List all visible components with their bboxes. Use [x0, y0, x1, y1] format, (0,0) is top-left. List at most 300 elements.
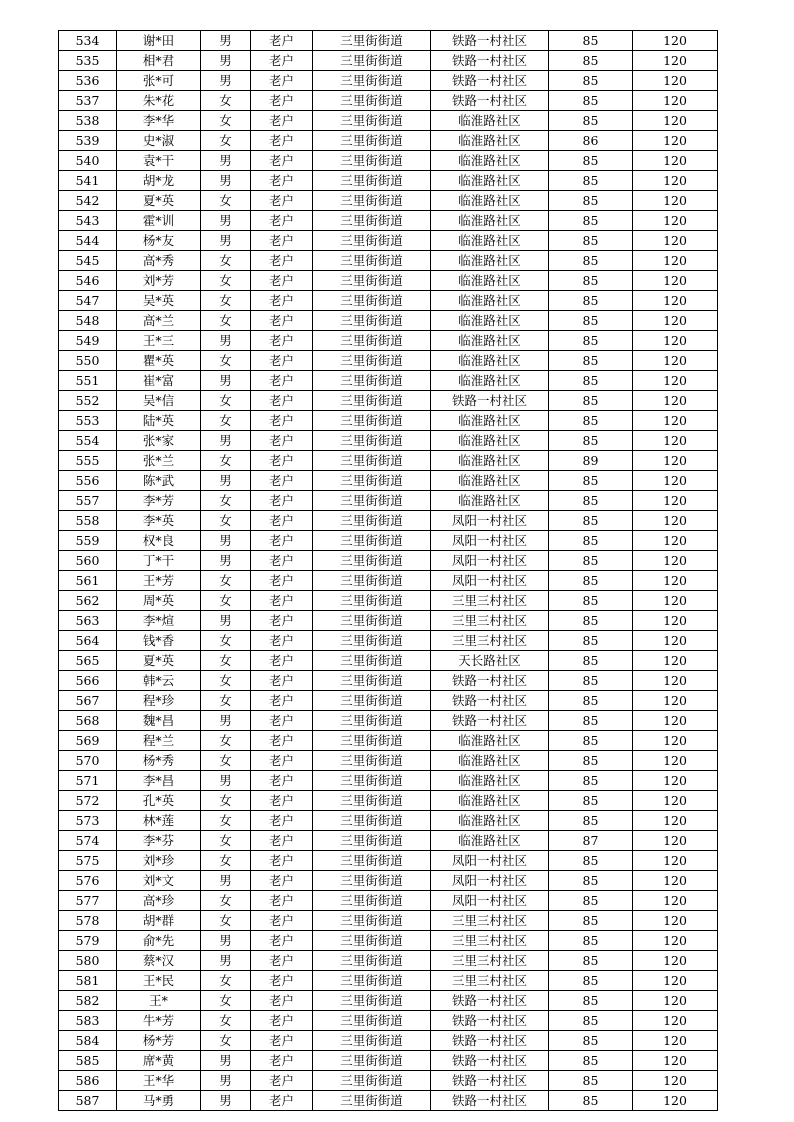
table-row	[59, 471, 718, 491]
community-cell: 临淮路社区	[431, 411, 549, 431]
age-cell: 85	[549, 711, 633, 731]
name-cell: 刘*文	[117, 871, 201, 891]
table-row	[59, 651, 718, 671]
name-cell: 吴*英	[117, 291, 201, 311]
household-type-cell: 老户	[251, 391, 313, 411]
age-cell: 85	[549, 91, 633, 111]
age-cell: 85	[549, 71, 633, 91]
table-row	[59, 71, 718, 91]
gender-cell: 女	[201, 591, 251, 611]
name-cell: 李*煊	[117, 611, 201, 631]
amount-cell: 120	[633, 791, 718, 811]
community-cell: 临淮路社区	[431, 191, 549, 211]
table-row	[59, 231, 718, 251]
household-type-cell: 老户	[251, 1071, 313, 1091]
age-cell: 85	[549, 551, 633, 571]
table-row	[59, 31, 718, 51]
amount-cell: 120	[633, 651, 718, 671]
household-type-cell: 老户	[251, 211, 313, 231]
table-row	[59, 431, 718, 451]
household-type-cell: 老户	[251, 231, 313, 251]
name-cell: 李*华	[117, 111, 201, 131]
household-type-cell: 老户	[251, 631, 313, 651]
row-number-cell: 580	[59, 951, 117, 971]
age-cell: 85	[549, 951, 633, 971]
gender-cell: 女	[201, 791, 251, 811]
gender-cell: 男	[201, 51, 251, 71]
household-type-cell: 老户	[251, 71, 313, 91]
table-row	[59, 911, 718, 931]
row-number-cell: 548	[59, 311, 117, 331]
table-row	[59, 671, 718, 691]
community-cell: 临淮路社区	[431, 751, 549, 771]
age-cell: 85	[549, 851, 633, 871]
amount-cell: 120	[633, 851, 718, 871]
community-cell: 凤阳一村社区	[431, 891, 549, 911]
age-cell: 89	[549, 451, 633, 471]
gender-cell: 女	[201, 111, 251, 131]
street-cell: 三里街街道	[313, 591, 431, 611]
age-cell: 87	[549, 831, 633, 851]
amount-cell: 120	[633, 171, 718, 191]
street-cell: 三里街街道	[313, 711, 431, 731]
row-number-cell: 563	[59, 611, 117, 631]
amount-cell: 120	[633, 551, 718, 571]
street-cell: 三里街街道	[313, 931, 431, 951]
gender-cell: 女	[201, 411, 251, 431]
community-cell: 铁路一村社区	[431, 991, 549, 1011]
amount-cell: 120	[633, 931, 718, 951]
table-row	[59, 931, 718, 951]
household-type-cell: 老户	[251, 271, 313, 291]
table-row	[59, 851, 718, 871]
gender-cell: 女	[201, 291, 251, 311]
gender-cell: 男	[201, 1051, 251, 1071]
row-number-cell: 559	[59, 531, 117, 551]
age-cell: 85	[549, 651, 633, 671]
name-cell: 韩*云	[117, 671, 201, 691]
row-number-cell: 544	[59, 231, 117, 251]
age-cell: 85	[549, 991, 633, 1011]
subsidy-list-sheet	[58, 30, 717, 1111]
community-cell: 铁路一村社区	[431, 1051, 549, 1071]
household-type-cell: 老户	[251, 951, 313, 971]
name-cell: 陈*武	[117, 471, 201, 491]
street-cell: 三里街街道	[313, 831, 431, 851]
amount-cell: 120	[633, 251, 718, 271]
community-cell: 铁路一村社区	[431, 71, 549, 91]
household-type-cell: 老户	[251, 111, 313, 131]
street-cell: 三里街街道	[313, 991, 431, 1011]
gender-cell: 女	[201, 451, 251, 471]
amount-cell: 120	[633, 211, 718, 231]
community-cell: 铁路一村社区	[431, 711, 549, 731]
row-number-cell: 540	[59, 151, 117, 171]
gender-cell: 女	[201, 271, 251, 291]
community-cell: 凤阳一村社区	[431, 551, 549, 571]
age-cell: 85	[549, 191, 633, 211]
table-row	[59, 1031, 718, 1051]
gender-cell: 男	[201, 551, 251, 571]
community-cell: 三里三村社区	[431, 931, 549, 951]
household-type-cell: 老户	[251, 991, 313, 1011]
gender-cell: 女	[201, 891, 251, 911]
community-cell: 临淮路社区	[431, 771, 549, 791]
community-cell: 临淮路社区	[431, 351, 549, 371]
community-cell: 三里三村社区	[431, 631, 549, 651]
name-cell: 权*良	[117, 531, 201, 551]
amount-cell: 120	[633, 511, 718, 531]
age-cell: 85	[549, 671, 633, 691]
row-number-cell: 546	[59, 271, 117, 291]
row-number-cell: 545	[59, 251, 117, 271]
community-cell: 铁路一村社区	[431, 391, 549, 411]
table-row	[59, 691, 718, 711]
table-row	[59, 111, 718, 131]
household-type-cell: 老户	[251, 151, 313, 171]
table-row	[59, 51, 718, 71]
amount-cell: 120	[633, 591, 718, 611]
name-cell: 张*兰	[117, 451, 201, 471]
household-type-cell: 老户	[251, 531, 313, 551]
amount-cell: 120	[633, 631, 718, 651]
name-cell: 张*家	[117, 431, 201, 451]
table-row	[59, 371, 718, 391]
street-cell: 三里街街道	[313, 631, 431, 651]
gender-cell: 男	[201, 471, 251, 491]
gender-cell: 男	[201, 771, 251, 791]
amount-cell: 120	[633, 91, 718, 111]
row-number-cell: 534	[59, 31, 117, 51]
table-row	[59, 271, 718, 291]
street-cell: 三里街街道	[313, 551, 431, 571]
amount-cell: 120	[633, 351, 718, 371]
age-cell: 85	[549, 311, 633, 331]
street-cell: 三里街街道	[313, 211, 431, 231]
street-cell: 三里街街道	[313, 131, 431, 151]
household-type-cell: 老户	[251, 51, 313, 71]
amount-cell: 120	[633, 871, 718, 891]
street-cell: 三里街街道	[313, 1091, 431, 1111]
household-type-cell: 老户	[251, 331, 313, 351]
row-number-cell: 577	[59, 891, 117, 911]
row-number-cell: 562	[59, 591, 117, 611]
name-cell: 钱*香	[117, 631, 201, 651]
name-cell: 吴*信	[117, 391, 201, 411]
age-cell: 85	[549, 631, 633, 651]
amount-cell: 120	[633, 431, 718, 451]
community-cell: 临淮路社区	[431, 151, 549, 171]
age-cell: 85	[549, 1071, 633, 1091]
gender-cell: 女	[201, 911, 251, 931]
table-body	[59, 31, 718, 1111]
household-type-cell: 老户	[251, 171, 313, 191]
age-cell: 86	[549, 131, 633, 151]
row-number-cell: 543	[59, 211, 117, 231]
row-number-cell: 581	[59, 971, 117, 991]
amount-cell: 120	[633, 971, 718, 991]
age-cell: 85	[549, 211, 633, 231]
gender-cell: 男	[201, 171, 251, 191]
row-number-cell: 537	[59, 91, 117, 111]
row-number-cell: 567	[59, 691, 117, 711]
name-cell: 相*君	[117, 51, 201, 71]
amount-cell: 120	[633, 671, 718, 691]
name-cell: 杨*芳	[117, 1031, 201, 1051]
gender-cell: 女	[201, 831, 251, 851]
age-cell: 85	[549, 1031, 633, 1051]
name-cell: 李*昌	[117, 771, 201, 791]
community-cell: 临淮路社区	[431, 331, 549, 351]
street-cell: 三里街街道	[313, 431, 431, 451]
street-cell: 三里街街道	[313, 731, 431, 751]
community-cell: 铁路一村社区	[431, 1011, 549, 1031]
gender-cell: 女	[201, 691, 251, 711]
gender-cell: 男	[201, 871, 251, 891]
age-cell: 85	[549, 871, 633, 891]
household-type-cell: 老户	[251, 911, 313, 931]
household-type-cell: 老户	[251, 491, 313, 511]
street-cell: 三里街街道	[313, 331, 431, 351]
street-cell: 三里街街道	[313, 1011, 431, 1031]
community-cell: 临淮路社区	[431, 311, 549, 331]
community-cell: 临淮路社区	[431, 231, 549, 251]
table-row	[59, 171, 718, 191]
name-cell: 王*民	[117, 971, 201, 991]
table-row	[59, 91, 718, 111]
amount-cell: 120	[633, 391, 718, 411]
table-row	[59, 451, 718, 471]
community-cell: 铁路一村社区	[431, 91, 549, 111]
name-cell: 席*黄	[117, 1051, 201, 1071]
street-cell: 三里街街道	[313, 31, 431, 51]
row-number-cell: 575	[59, 851, 117, 871]
street-cell: 三里街街道	[313, 1051, 431, 1071]
amount-cell: 120	[633, 531, 718, 551]
row-number-cell: 582	[59, 991, 117, 1011]
amount-cell: 120	[633, 831, 718, 851]
household-type-cell: 老户	[251, 251, 313, 271]
age-cell: 85	[549, 231, 633, 251]
gender-cell: 女	[201, 311, 251, 331]
gender-cell: 女	[201, 631, 251, 651]
household-type-cell: 老户	[251, 411, 313, 431]
street-cell: 三里街街道	[313, 151, 431, 171]
table-row	[59, 991, 718, 1011]
table-row	[59, 1011, 718, 1031]
gender-cell: 女	[201, 991, 251, 1011]
street-cell: 三里街街道	[313, 571, 431, 591]
age-cell: 85	[549, 51, 633, 71]
street-cell: 三里街街道	[313, 251, 431, 271]
amount-cell: 120	[633, 891, 718, 911]
gender-cell: 男	[201, 711, 251, 731]
table-row	[59, 411, 718, 431]
street-cell: 三里街街道	[313, 891, 431, 911]
amount-cell: 120	[633, 1031, 718, 1051]
name-cell: 史*淑	[117, 131, 201, 151]
community-cell: 凤阳一村社区	[431, 851, 549, 871]
gender-cell: 女	[201, 91, 251, 111]
age-cell: 85	[549, 511, 633, 531]
table-row	[59, 571, 718, 591]
age-cell: 85	[549, 611, 633, 631]
name-cell: 李*芳	[117, 491, 201, 511]
community-cell: 临淮路社区	[431, 371, 549, 391]
amount-cell: 120	[633, 71, 718, 91]
community-cell: 临淮路社区	[431, 211, 549, 231]
name-cell: 刘*珍	[117, 851, 201, 871]
gender-cell: 男	[201, 1071, 251, 1091]
community-cell: 凤阳一村社区	[431, 531, 549, 551]
row-number-cell: 542	[59, 191, 117, 211]
row-number-cell: 579	[59, 931, 117, 951]
table-row	[59, 611, 718, 631]
age-cell: 85	[549, 111, 633, 131]
age-cell: 85	[549, 331, 633, 351]
name-cell: 胡*龙	[117, 171, 201, 191]
community-cell: 临淮路社区	[431, 251, 549, 271]
name-cell: 王*	[117, 991, 201, 1011]
community-cell: 铁路一村社区	[431, 691, 549, 711]
row-number-cell: 557	[59, 491, 117, 511]
household-type-cell: 老户	[251, 691, 313, 711]
amount-cell: 120	[633, 371, 718, 391]
gender-cell: 女	[201, 1011, 251, 1031]
street-cell: 三里街街道	[313, 291, 431, 311]
community-cell: 三里三村社区	[431, 911, 549, 931]
gender-cell: 女	[201, 391, 251, 411]
community-cell: 临淮路社区	[431, 791, 549, 811]
amount-cell: 120	[633, 811, 718, 831]
age-cell: 85	[549, 1091, 633, 1111]
community-cell: 临淮路社区	[431, 471, 549, 491]
row-number-cell: 539	[59, 131, 117, 151]
amount-cell: 120	[633, 311, 718, 331]
age-cell: 85	[549, 731, 633, 751]
community-cell: 凤阳一村社区	[431, 511, 549, 531]
table-row	[59, 831, 718, 851]
gender-cell: 男	[201, 431, 251, 451]
household-type-cell: 老户	[251, 1051, 313, 1071]
amount-cell: 120	[633, 611, 718, 631]
amount-cell: 120	[633, 1091, 718, 1111]
table-row	[59, 1071, 718, 1091]
row-number-cell: 536	[59, 71, 117, 91]
household-type-cell: 老户	[251, 1011, 313, 1031]
household-type-cell: 老户	[251, 471, 313, 491]
amount-cell: 120	[633, 951, 718, 971]
community-cell: 凤阳一村社区	[431, 871, 549, 891]
community-cell: 三里三村社区	[431, 611, 549, 631]
street-cell: 三里街街道	[313, 791, 431, 811]
household-type-cell: 老户	[251, 711, 313, 731]
street-cell: 三里街街道	[313, 671, 431, 691]
name-cell: 王*华	[117, 1071, 201, 1091]
community-cell: 临淮路社区	[431, 171, 549, 191]
row-number-cell: 564	[59, 631, 117, 651]
household-type-cell: 老户	[251, 351, 313, 371]
community-cell: 临淮路社区	[431, 491, 549, 511]
street-cell: 三里街街道	[313, 851, 431, 871]
street-cell: 三里街街道	[313, 911, 431, 931]
community-cell: 铁路一村社区	[431, 1031, 549, 1051]
name-cell: 孔*英	[117, 791, 201, 811]
table-row	[59, 871, 718, 891]
row-number-cell: 578	[59, 911, 117, 931]
row-number-cell: 556	[59, 471, 117, 491]
table-row	[59, 631, 718, 651]
amount-cell: 120	[633, 331, 718, 351]
age-cell: 85	[549, 291, 633, 311]
age-cell: 85	[549, 371, 633, 391]
table-row	[59, 311, 718, 331]
name-cell: 胡*群	[117, 911, 201, 931]
community-cell: 铁路一村社区	[431, 1091, 549, 1111]
household-type-cell: 老户	[251, 1091, 313, 1111]
household-type-cell: 老户	[251, 971, 313, 991]
street-cell: 三里街街道	[313, 171, 431, 191]
street-cell: 三里街街道	[313, 811, 431, 831]
row-number-cell: 565	[59, 651, 117, 671]
age-cell: 85	[549, 351, 633, 371]
name-cell: 马*勇	[117, 1091, 201, 1111]
household-type-cell: 老户	[251, 871, 313, 891]
household-type-cell: 老户	[251, 31, 313, 51]
street-cell: 三里街街道	[313, 1071, 431, 1091]
household-type-cell: 老户	[251, 771, 313, 791]
table-row	[59, 771, 718, 791]
gender-cell: 男	[201, 1091, 251, 1111]
table-row	[59, 391, 718, 411]
street-cell: 三里街街道	[313, 411, 431, 431]
name-cell: 崔*富	[117, 371, 201, 391]
gender-cell: 男	[201, 611, 251, 631]
name-cell: 牛*芳	[117, 1011, 201, 1031]
table-row	[59, 191, 718, 211]
household-type-cell: 老户	[251, 131, 313, 151]
gender-cell: 女	[201, 251, 251, 271]
gender-cell: 男	[201, 331, 251, 351]
name-cell: 王*三	[117, 331, 201, 351]
amount-cell: 120	[633, 451, 718, 471]
street-cell: 三里街街道	[313, 531, 431, 551]
gender-cell: 女	[201, 811, 251, 831]
street-cell: 三里街街道	[313, 691, 431, 711]
amount-cell: 120	[633, 711, 718, 731]
community-cell: 三里三村社区	[431, 971, 549, 991]
row-number-cell: 566	[59, 671, 117, 691]
street-cell: 三里街街道	[313, 491, 431, 511]
gender-cell: 女	[201, 571, 251, 591]
row-number-cell: 573	[59, 811, 117, 831]
age-cell: 85	[549, 591, 633, 611]
name-cell: 丁*干	[117, 551, 201, 571]
community-cell: 铁路一村社区	[431, 51, 549, 71]
table-row	[59, 711, 718, 731]
amount-cell: 120	[633, 231, 718, 251]
table-row	[59, 951, 718, 971]
gender-cell: 男	[201, 531, 251, 551]
household-type-cell: 老户	[251, 191, 313, 211]
street-cell: 三里街街道	[313, 451, 431, 471]
household-type-cell: 老户	[251, 811, 313, 831]
age-cell: 85	[549, 1051, 633, 1071]
name-cell: 周*英	[117, 591, 201, 611]
age-cell: 85	[549, 1011, 633, 1031]
household-type-cell: 老户	[251, 831, 313, 851]
row-number-cell: 547	[59, 291, 117, 311]
